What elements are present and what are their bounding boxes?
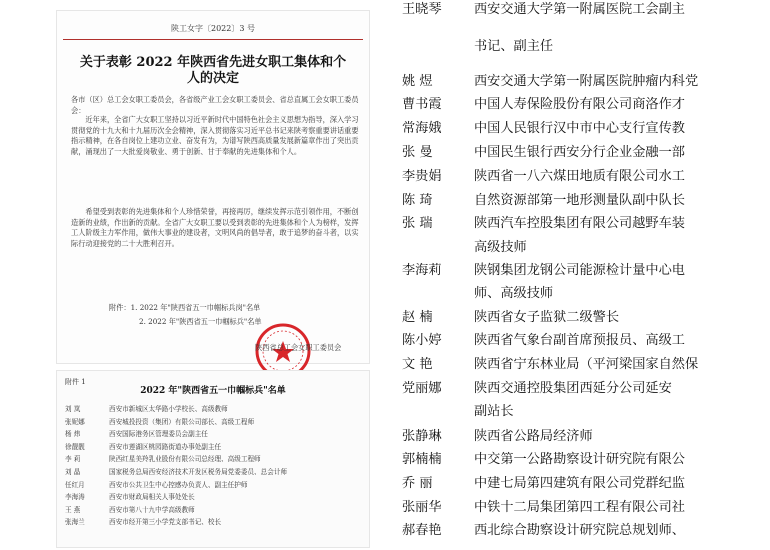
honoree-organization: 西北综合勘察设计研究院总规划师、 — [474, 523, 685, 538]
honoree-name: 常海娥 — [402, 121, 442, 136]
list-item — [65, 416, 365, 429]
list-item — [65, 403, 365, 416]
honoree-organization: 陕西省一八六煤田地质有限公司水工 — [474, 169, 685, 184]
list-item — [65, 441, 365, 454]
honoree-organization: 书记、副主任 — [474, 39, 554, 54]
honoree-name: 王晓琴 — [402, 2, 442, 17]
honoree-organization: 师、高级技师 — [474, 286, 554, 301]
honoree-organization: 副站长 — [474, 404, 514, 419]
list-item — [65, 453, 365, 466]
honoree-name: 张 瑞 — [402, 216, 433, 231]
honoree-name: 徐靓靓 — [65, 442, 85, 451]
honoree-organization: 陕西汽车控股集团有限公司越野车装 — [474, 216, 685, 231]
honoree-organization: 西安市公共卫生中心控感办负责人、副主任护师 — [109, 480, 248, 489]
honoree-name: 张海兰 — [65, 518, 85, 527]
list-item — [65, 504, 365, 517]
honoree-organization: 西安市新城区太华路小学校长、高级教师 — [109, 405, 228, 413]
honoree-name: 任红月 — [65, 480, 85, 489]
honoree-organization: 西安交通大学第一附属医院肿瘤内科党 — [474, 74, 699, 89]
honoree-organization: 中国人寿保险股份有限公司商洛作才 — [474, 97, 685, 112]
list-item — [65, 466, 365, 479]
honoree-name: 曹书霞 — [402, 97, 442, 112]
honoree-name: 郝春艳 — [402, 523, 442, 538]
honoree-name: 乔 丽 — [402, 476, 433, 491]
document-number: 陕工女字〔2022〕3 号 — [171, 24, 255, 33]
list-title: 2022 年"陕西省五一巾帼标兵"名单 — [140, 386, 286, 396]
honoree-organization: 西安市财政局相关人事处处长 — [109, 493, 195, 502]
addressee: 各市（区）总工会女职工委员会，各省级产业工会女职工委员会、省总直属工会女职工委员会： — [71, 95, 359, 115]
honoree-name: 李海涛 — [65, 493, 85, 502]
body-paragraph-1: 近年来，全省广大女职工坚持以习近平新时代中国特色社会主义思想为指导，深入学习贯彻党的十九大和十九届历次全会精神，深入贯彻落实习近平总书记来陕考察重要讲话重要指示精神，在各自岗位上建功立业、奋发有为，为谱写陕西高质量发展新篇章作出了突出贡献，涌现出了一大批爱岗敬业、勇于创新、甘于奉献的先进集体和个人。 — [71, 115, 359, 156]
honoree-organization: 西安交通大学第一附属医院工会副主 — [474, 2, 685, 17]
honoree-organization: 陕西省宁东林业局（平河梁国家自然保 — [474, 357, 699, 372]
issuer-name: 陕西省总工会女职工委员会 — [255, 343, 342, 352]
honoree-name: 李海莉 — [402, 263, 442, 278]
honoree-name: 张 曼 — [402, 145, 433, 160]
honoree-organization: 中交第一公路勘察设计研究院有限公 — [474, 452, 685, 467]
honoree-organization: 国家税务总局西安经济技术开发区税务局党委委员、总会计师 — [109, 467, 288, 476]
decision-document — [56, 10, 370, 364]
honoree-organization: 高级技师 — [474, 240, 527, 255]
honoree-name: 党丽娜 — [402, 381, 442, 396]
honoree-list — [65, 403, 365, 529]
attachment-list-page — [56, 370, 370, 548]
honoree-organization: 西安市莲湖区桃园路街道办事处副主任 — [109, 442, 222, 451]
honoree-organization: 西安市经开第三小学党支部书记、校长 — [109, 518, 222, 527]
attachment-label: 附件 1 — [65, 378, 86, 386]
honoree-name: 张丽华 — [402, 500, 442, 515]
honoree-organization: 陕西省公路局经济师 — [474, 429, 593, 444]
honoree-organization: 陕西交通控股集团西延分公司延安 — [474, 381, 672, 396]
honoree-name: 杨 炜 — [65, 430, 81, 439]
honoree-name: 李贵娟 — [402, 169, 442, 184]
list-item — [65, 479, 365, 492]
header-rule — [63, 39, 363, 40]
honoree-name: 张妮娜 — [65, 417, 85, 426]
body-paragraph-2: 希望受到表彰的先进集体和个人珍惜荣誉，再接再厉，继续发挥示范引领作用，不断创造新的业绩，作出新的贡献。全省广大女职工要以受到表彰的先进集体和个人为榜样，发挥工人阶级主力军作用，做伟大事业的建设者，文明风尚的倡导者，敢于追梦的奋斗者，以实际行动迎接党的二十大胜利召开。 — [71, 207, 359, 248]
honoree-organization: 西安国际港务区管理委员会副主任 — [109, 430, 208, 439]
honoree-organization: 西安城投投资（集团）有限公司部长、高级工程师 — [109, 417, 255, 426]
attachment-line-1: 附件：1. 2022 年"陕西省五一巾帼标兵岗"名单 — [109, 303, 261, 312]
honoree-name: 王 燕 — [65, 505, 81, 514]
honoree-organization: 中国人民银行汉中市中心支行宣传教 — [474, 121, 685, 136]
zoomed-honoree-list — [386, 0, 770, 550]
honoree-name: 张静琳 — [402, 429, 442, 444]
honoree-organization: 陕西省气象台副首席预报员、高级工 — [474, 333, 685, 348]
honoree-organization: 中铁十二局集团第四工程有限公司社 — [474, 500, 685, 515]
honoree-organization: 中建七局第四建筑有限公司党群纪监 — [474, 476, 685, 491]
honoree-name: 姚 煜 — [402, 74, 433, 89]
list-item — [65, 428, 365, 441]
honoree-name: 郭楠楠 — [402, 452, 442, 467]
document-title: 关于表彰 2022 年陕西省先进女职工集体和个人的决定 — [79, 55, 347, 86]
honoree-name: 李 莉 — [65, 455, 81, 464]
honoree-name: 文 艳 — [402, 357, 433, 372]
honoree-name: 刘 岚 — [65, 405, 81, 413]
honoree-name: 赵 楠 — [402, 310, 433, 325]
honoree-organization: 陕钢集团龙钢公司能源检计量中心电 — [474, 263, 685, 278]
list-item — [65, 516, 365, 529]
honoree-name: 刘 晶 — [65, 467, 81, 476]
honoree-organization: 陕西红星美羚乳业股份有限公司总经理、高级工程师 — [109, 455, 261, 464]
honoree-name: 陈小婷 — [402, 333, 442, 348]
honoree-organization: 西安市第八十九中学高级教师 — [109, 505, 195, 514]
attachment-line-2: 2. 2022 年"陕西省五一巾帼标兵"名单 — [139, 317, 262, 326]
honoree-organization: 自然资源部第一地形测量队副中队长 — [474, 193, 685, 208]
list-item — [65, 491, 365, 504]
honoree-organization: 中国民生银行西安分行企业金融一部 — [474, 145, 685, 160]
honoree-organization: 陕西省女子监狱二级警长 — [474, 310, 620, 325]
honoree-name: 陈 琦 — [402, 193, 433, 208]
